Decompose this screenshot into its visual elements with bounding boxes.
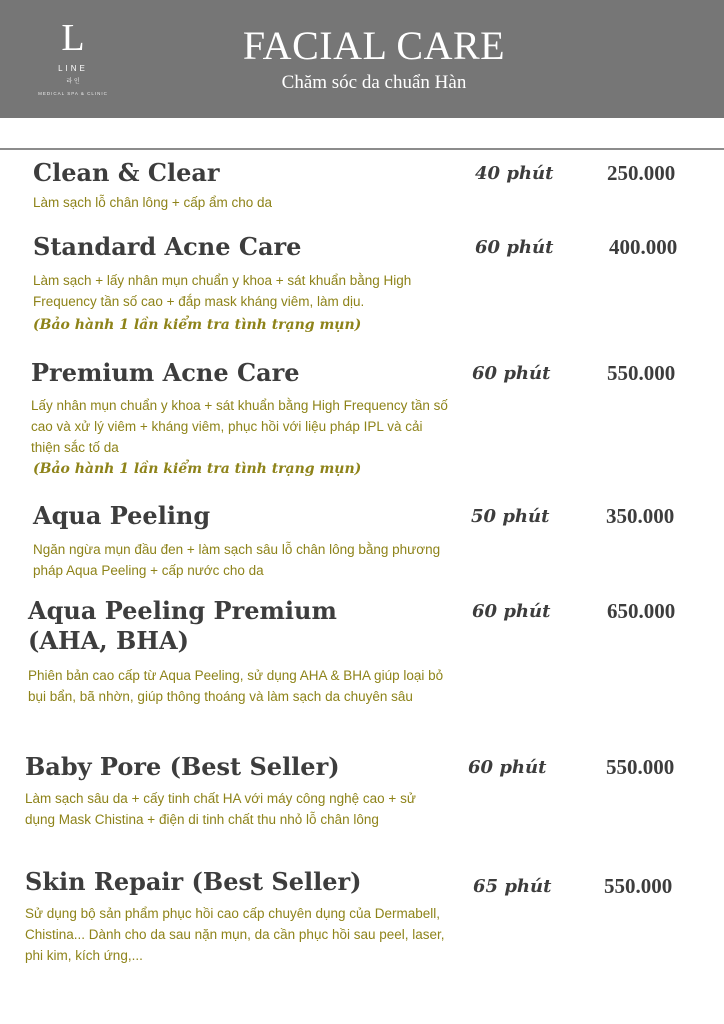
service-name: Baby Pore (Best Seller) [25, 752, 340, 781]
service-duration: 60 phút [472, 363, 551, 384]
logo-subtext: 라 인 [66, 79, 80, 85]
service-description: Phiên bản cao cấp từ Aqua Peeling, sử dụng AHA & BHA giúp loại bỏ bụi bẩn, bã nhờn, giúp thông thoáng và làm sạch da chuyên sâu [28, 668, 444, 704]
service-description: Làm sạch lỗ chân lông + cấp ẩm cho da [33, 195, 273, 210]
service-price: 550.000 [604, 874, 673, 898]
service-price: 400.000 [609, 235, 678, 259]
header-divider [0, 148, 724, 150]
service-description: Làm sạch sâu da + cấy tinh chất HA với máy công nghệ cao + sử dụng Mask Chistina + điện di tinh chất thu nhỏ lỗ chân lông [25, 791, 416, 827]
service-name: Standard Acne Care [33, 232, 302, 261]
service-duration: 60 phút [475, 237, 554, 258]
service-duration: 40 phút [475, 163, 554, 184]
service-description: Sử dụng bộ sản phẩm phục hồi cao cấp chuyên dụng của Dermabell, Chistina... Dành cho da sau nặn mụn, da cần phục hồi sau peel, laser, phi kim, kích ứng,... [25, 906, 445, 963]
brand-logo [30, 18, 116, 96]
service-name: Aqua Peeling Premium [28, 596, 337, 625]
logo-mark: L [61, 17, 85, 59]
service-warranty: (Bảo hành 1 lần kiểm tra tình trạng mụn) [33, 461, 362, 477]
service-name: Premium Acne Care [31, 358, 300, 387]
service-price: 650.000 [607, 599, 676, 623]
service-price: 250.000 [607, 161, 676, 185]
service-duration: 60 phút [472, 601, 551, 622]
service-price: 550.000 [606, 755, 675, 779]
service-description: Lấy nhân mụn chuẩn y khoa + sát khuẩn bằng High Frequency tần số cao và xử lý viêm + kháng viêm, phục hồi với liệu pháp IPL và cải thiện sắc tố da [31, 398, 448, 455]
logo-tagline: MEDICAL SPA & CLINIC [38, 91, 108, 96]
service-warranty: (Bảo hành 1 lần kiểm tra tình trạng mụn) [33, 317, 362, 333]
page-title: FACIAL CARE [242, 23, 506, 68]
header-banner [0, 0, 724, 118]
service-price: 550.000 [607, 361, 676, 385]
service-duration: 60 phút [468, 757, 547, 778]
service-name: Aqua Peeling [33, 501, 211, 530]
page-subtitle: Chăm sóc da chuẩn Hàn [281, 72, 467, 93]
service-duration: 50 phút [471, 506, 550, 527]
logo-name: LINE [58, 64, 88, 73]
service-price: 350.000 [606, 504, 675, 528]
service-description: Ngăn ngừa mụn đầu đen + làm sạch sâu lỗ chân lông bằng phương pháp Aqua Peeling + cấp nước cho da [33, 542, 441, 578]
service-duration: 65 phút [473, 876, 552, 897]
service-name: Skin Repair (Best Seller) [25, 867, 362, 896]
service-name-line2: (AHA, BHA) [28, 626, 189, 655]
service-description: Làm sạch + lấy nhân mụn chuẩn y khoa + sát khuẩn bằng High Frequency tần số cao + đắp mask kháng viêm, làm dịu. [33, 273, 412, 309]
service-name: Clean & Clear [33, 158, 220, 187]
